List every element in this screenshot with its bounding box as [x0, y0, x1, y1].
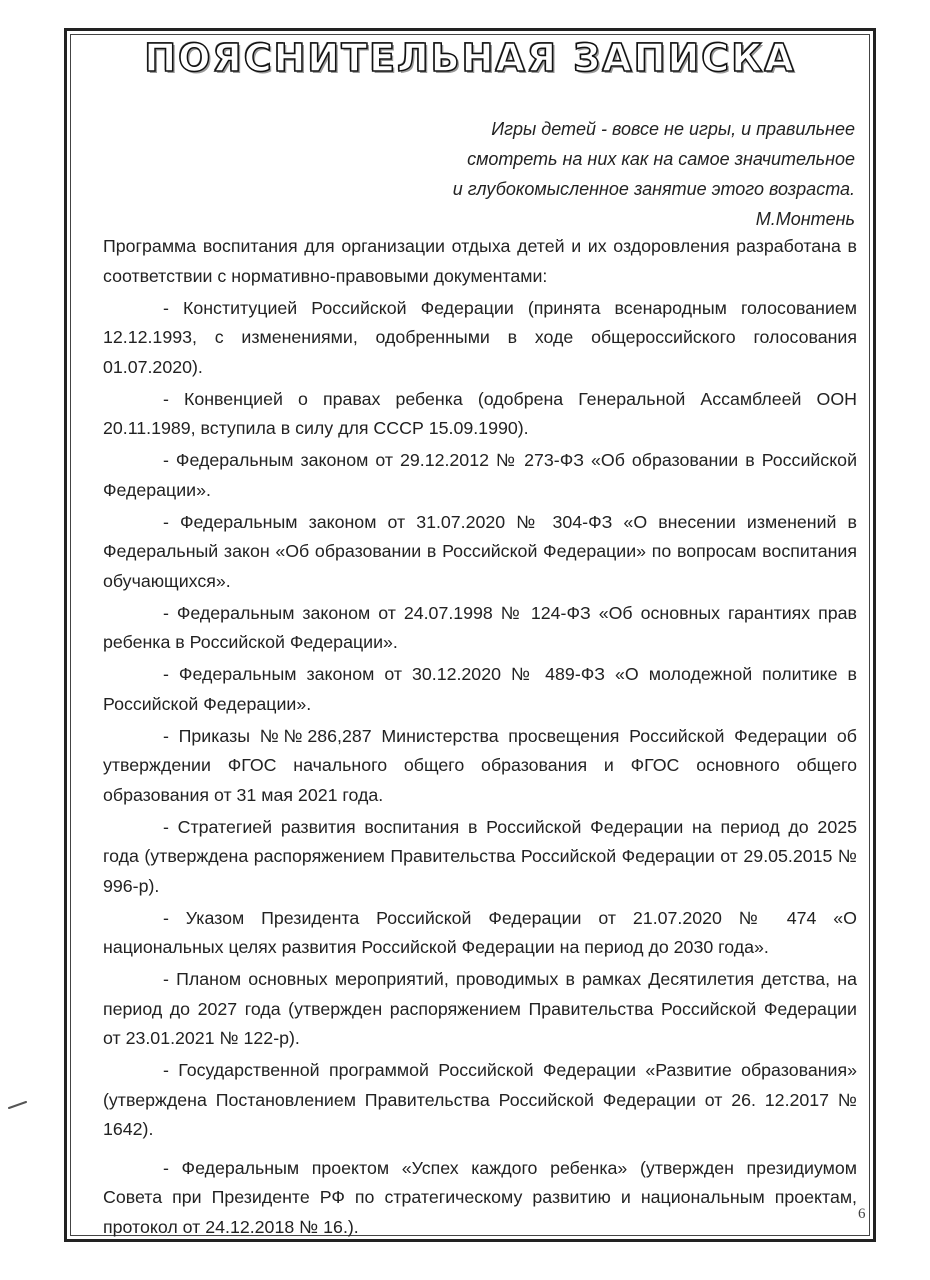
document-body: [103, 232, 857, 1242]
epigraph-line: Игры детей - вовсе не игры, и правильнее: [491, 119, 855, 139]
epigraph-author: М.Монтень: [755, 209, 855, 229]
epigraph: [335, 114, 855, 234]
list-item: - Стратегией развития воспитания в Российской Федерации на период до 2025 года (утверждена распоряжением Правительства Российской Федерации от 29.05.2015 № 996-р).: [103, 816, 857, 896]
list-item: - Федеральным проектом «Успех каждого ребенка» (утвержден президиумом Совета при Президенте РФ по стратегическому развитию и национальным проектам, протокол от 24.12.2018 № 16.).: [103, 1157, 857, 1237]
pen-mark: [8, 1100, 28, 1110]
page-number: 6: [858, 1206, 866, 1222]
list-item: - Федеральным законом от 30.12.2020 № 489-ФЗ «О молодежной политике в Российской Федерации».: [103, 664, 857, 714]
list-item: - Конституцией Российской Федерации (принята всенародным голосованием 12.12.1993, с изменениями, одобренными в ходе общероссийского голосования 01.07.2020).: [103, 297, 857, 377]
list-item: - Федеральным законом от 29.12.2012 № 273-ФЗ «Об образовании в Российской Федерации».: [103, 450, 857, 500]
list-item: - Государственной программой Российской Федерации «Развитие образования» (утверждена Постановлением Правительства Российской Федерации от 26. 12.2017 № 1642).: [103, 1060, 857, 1139]
list-item: - Федеральным законом от 31.07.2020 № 304-ФЗ «О внесении изменений в Федеральный закон «Об образовании в Российской Федерации» по вопросам воспитания обучающихся».: [103, 511, 857, 591]
list-item: - Указом Президента Российской Федерации от 21.07.2020 № 474 «О национальных целях развития Российской Федерации на период до 2030 года».: [103, 907, 857, 957]
intro-paragraph: Программа воспитания для организации отдыха детей и их оздоровления разработана в соответствии с нормативно-правовыми документами:: [103, 236, 857, 286]
epigraph-line: смотреть на них как на самое значительное: [467, 149, 855, 169]
epigraph-line: и глубокомысленное занятие этого возраста.: [452, 179, 855, 199]
list-item: - Федеральным законом от 24.07.1998 № 124-ФЗ «Об основных гарантиях прав ребенка в Российской Федерации».: [103, 602, 857, 652]
list-item: - Планом основных мероприятий, проводимых в рамках Десятилетия детства, на период до 2027 года (утвержден распоряжением Правительства Российской Федерации от 23.01.2021 № 122-р).: [103, 969, 857, 1048]
list-item: - Конвенцией о правах ребенка (одобрена Генеральной Ассамблеей ООН 20.11.1989, вступила в силу для СССР 15.09.1990).: [103, 388, 857, 438]
document-title: ПОЯСНИТЕЛЬНАЯ ЗАПИСКА: [144, 36, 796, 80]
list-item: - Приказы №№286,287 Министерства просвещения Российской Федерации об утверждении ФГОС начального общего образования и ФГОС основного общего образования от 31 мая 2021 года.: [103, 725, 857, 805]
